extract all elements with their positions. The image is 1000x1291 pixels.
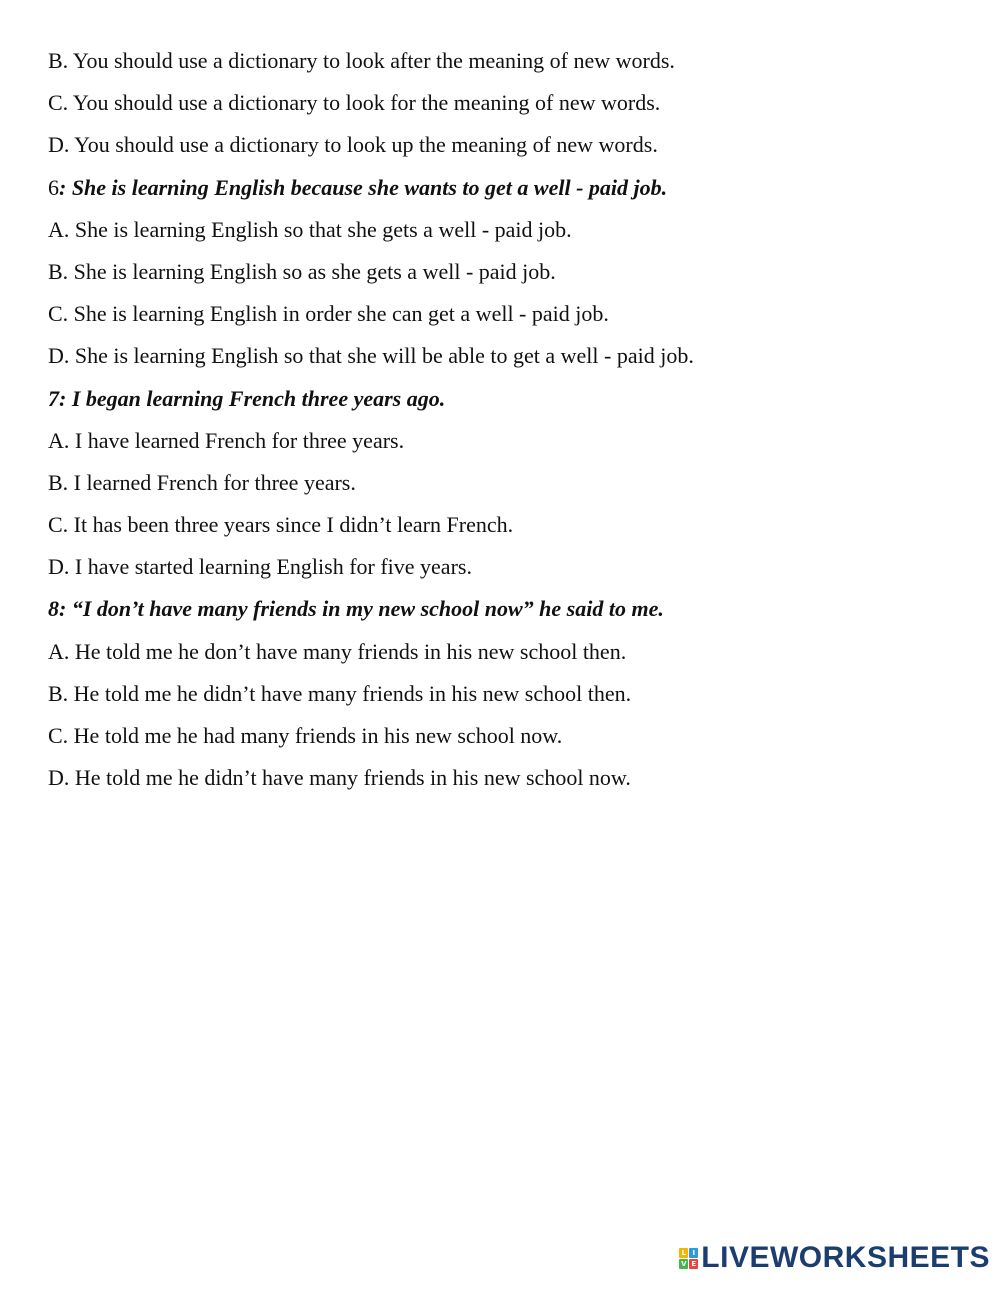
option-line: B. I learned French for three years.: [48, 469, 356, 495]
question-8: [48, 588, 960, 630]
option-line: C. It has been three years since I didn’t learn French.: [48, 512, 514, 538]
question-number: 6: [48, 174, 59, 200]
logo-tile-i: I: [689, 1248, 698, 1258]
worksheet-content: [48, 40, 960, 799]
option-line: B. You should use a dictionary to look after the meaning of new words.: [48, 48, 675, 73]
option-line: B. He told me he didn’t have many friends in his new school then.: [48, 680, 632, 706]
logo-tile-v: V: [681, 1259, 687, 1268]
question-6: [48, 167, 960, 209]
option-line: C. He told me he had many friends in his new school now.: [48, 723, 563, 748]
question-text: 7: I began learning French three years ago.: [48, 385, 446, 411]
option-line: C. She is learning English in order she can get a well - paid job.: [48, 301, 609, 327]
option-line: C. You should use a dictionary to look for the meaning of new words.: [48, 90, 661, 116]
option-line: D. I have started learning English for five years.: [48, 554, 472, 580]
question-text: : She is learning English because she wants to get a well - paid job.: [59, 174, 668, 200]
option-line: A. He told me he don’t have many friends in his new school then.: [48, 638, 627, 664]
question-7: [48, 378, 960, 420]
option-line: A. I have learned French for three years.: [48, 427, 405, 453]
question-text: 8: “I don’t have many friends in my new school now” he said to me.: [48, 596, 664, 622]
logo-tile-l: L: [679, 1248, 688, 1258]
liveworksheets-logo[interactable]: [679, 1243, 990, 1273]
liveworksheets-logo-icon: [679, 1248, 698, 1269]
option-line: D. She is learning English so that she will be able to get a well - paid job.: [48, 343, 694, 369]
option-line: A. She is learning English so that she gets a well - paid job.: [48, 216, 572, 242]
logo-tile-e: E: [689, 1259, 698, 1269]
option-line: D. He told me he didn’t have many friends in his new school now.: [48, 765, 631, 791]
brand-name: LIVEWORKSHEETS: [701, 1241, 990, 1274]
option-line: D. You should use a dictionary to look up the meaning of new words.: [48, 132, 658, 158]
option-line: B. She is learning English so as she gets a well - paid job.: [48, 258, 556, 284]
